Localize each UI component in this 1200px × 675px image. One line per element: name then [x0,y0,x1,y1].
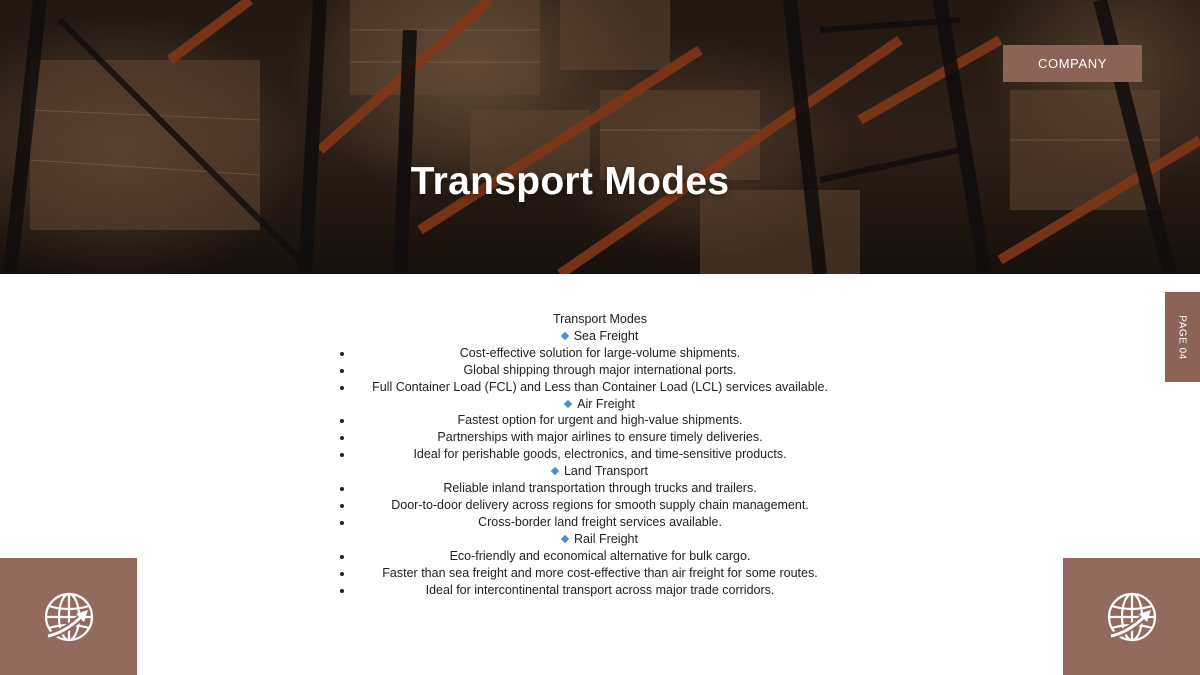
list-item: Door-to-door delivery across regions for smooth supply chain management. [340,497,860,514]
page-number-tab [1165,292,1200,382]
globe-arrow-icon [42,590,96,644]
list-item: Partnerships with major airlines to ensure timely deliveries. [340,429,860,446]
list-item: Reliable inland transportation through trucks and trailers. [340,480,860,497]
diamond-icon [564,399,572,407]
warehouse-racks-image [0,0,1200,274]
list-item: Cross-border land freight services available. [340,514,860,531]
page-number-label: PAGE 04 [1177,314,1189,360]
list-item: Full Container Load (FCL) and Less than Container Load (LCL) services available. [340,379,860,396]
section-title-land-transport: Land Transport [340,463,860,480]
globe-arrow-icon [1105,590,1159,644]
company-badge: COMPANY [1003,45,1142,82]
section-title-air-freight: Air Freight [340,396,860,413]
list-item: Faster than sea freight and more cost-effective than air freight for some routes. [340,565,860,582]
list-item: Ideal for intercontinental transport across major trade corridors. [340,582,860,599]
list-heading: Transport Modes [552,312,648,326]
list-item: Ideal for perishable goods, electronics, and time-sensitive products. [340,446,860,463]
corner-block-right [1063,558,1200,675]
list-item: Eco-friendly and economical alternative for bulk cargo. [340,548,860,565]
page-title: Transport Modes [410,160,730,203]
diamond-icon [551,467,559,475]
corner-block-left [0,558,137,675]
list-item: Fastest option for urgent and high-value shipments. [340,412,860,429]
list-item: Global shipping through major international ports. [340,362,860,379]
transport-modes-list [340,311,860,598]
diamond-icon [560,332,568,340]
section-title-sea-freight: Sea Freight [340,328,860,345]
section-title-rail-freight: Rail Freight [340,531,860,548]
diamond-icon [561,535,569,543]
hero-banner [0,0,1200,274]
list-item: Cost-effective solution for large-volume shipments. [340,345,860,362]
